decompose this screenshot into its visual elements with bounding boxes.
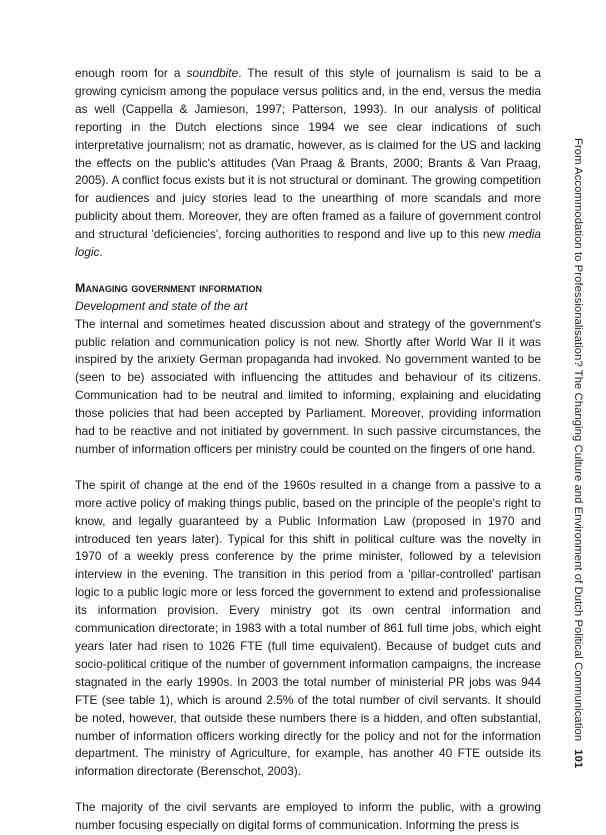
spacer xyxy=(75,262,541,280)
paragraph-2: The internal and sometimes heated discussion about and strategy of the government's public relation and communication policy is not new. Shortly after World War II it was inspired by the anxiety German propaganda had invoked. No government wanted to be (seen to be) associated with influencing the attitudes and behaviour of its citizens. Communication had to be neutral and limited to informing, explaining and elucidating those policies that had been accepted by Parliament. Moreover, providing information had to be reactive and not initiated by government. In such passive circumstances, the number of information officers per ministry could be counted on the fingers of one hand. xyxy=(75,316,541,457)
spacer xyxy=(75,781,541,799)
page-number: 101 xyxy=(572,749,584,769)
spacer xyxy=(75,459,541,477)
paragraph-4: The majority of the civil servants are employed to inform the public, with a growing number focusing especially on digital forms of communication. Informing the press is xyxy=(75,800,541,833)
media-logic-term: media logic xyxy=(75,227,541,260)
paragraph-1-end: . xyxy=(99,245,103,260)
section-subheading: Development and state of the art xyxy=(75,298,248,313)
section-heading: Managing government information xyxy=(75,280,263,295)
soundbite-term: soundbite xyxy=(186,66,239,80)
paragraph-1-middle: . The result of this style of journalism is said to be a growing cynicism among the populace versus politics and, in the end, versus the media as well (Cappella & Jamieson, 1997; Patterson, 1993). In our analysis of political reporting in the Dutch elections since 1994 we see clear indications of such interpretative journalism; not as dramatic, however, as is claimed for the US and lacking the effects on the public's attitudes (Van Praag & Brants, 2000; Brants & Van Praag, 2005). A conflict focus exists but it is not structural or dominant. The growing competition for audiences and juicy stories lead to the unearthing of more scandals and more publicity about them. Moreover, they are often framed as a failure of government control and structural 'deficiencies', forcing authorities to respond and live up to this new xyxy=(75,66,541,242)
running-header-sidebar xyxy=(567,138,597,778)
paragraph-3: The spirit of change at the end of the 1960s resulted in a change from a passive to a more active policy of making things public, based on the principle of the people's right to know, and legally guaranteed by a Public Information Law (proposed in 1970 and introduced ten years later). Typical for this shift in political culture was the novelty in 1970 of a weekly press conference by the prime minister, followed by a television interview in the evening. The transition in this period from a 'pillar-controlled' partisan logic to a public logic more or less forced the government to extend and professionalise its information provision. Every ministry got its own central information and communication directorate; in 1983 with a total number of 861 full time jobs, which eight years later had risen to 1026 FTE (full time equivalent). Because of budget cuts and socio-political critique of the number of government information campaigns, the increase stagnated in the early 1990s. In 2003 the total number of ministerial PR jobs was 944 FTE (see table 1), which is around 2.5% of the total number of civil servants. It should be noted, however, that outside these numbers there is a hidden, and often substantial, number of information officers working directly for the policy and not for the information department. The ministry of Agriculture, for example, has another 40 FTE outside its information directorate (Berenschot, 2003). xyxy=(75,477,541,779)
paragraph-1 xyxy=(75,65,541,262)
running-title-line xyxy=(567,138,589,778)
paragraph-1-start: enough room for a xyxy=(75,66,187,80)
running-title: From Accommodation to Professionalisation? The Changing Culture and Environment of Dutch Political Communication xyxy=(572,138,584,742)
page-body xyxy=(75,65,541,835)
